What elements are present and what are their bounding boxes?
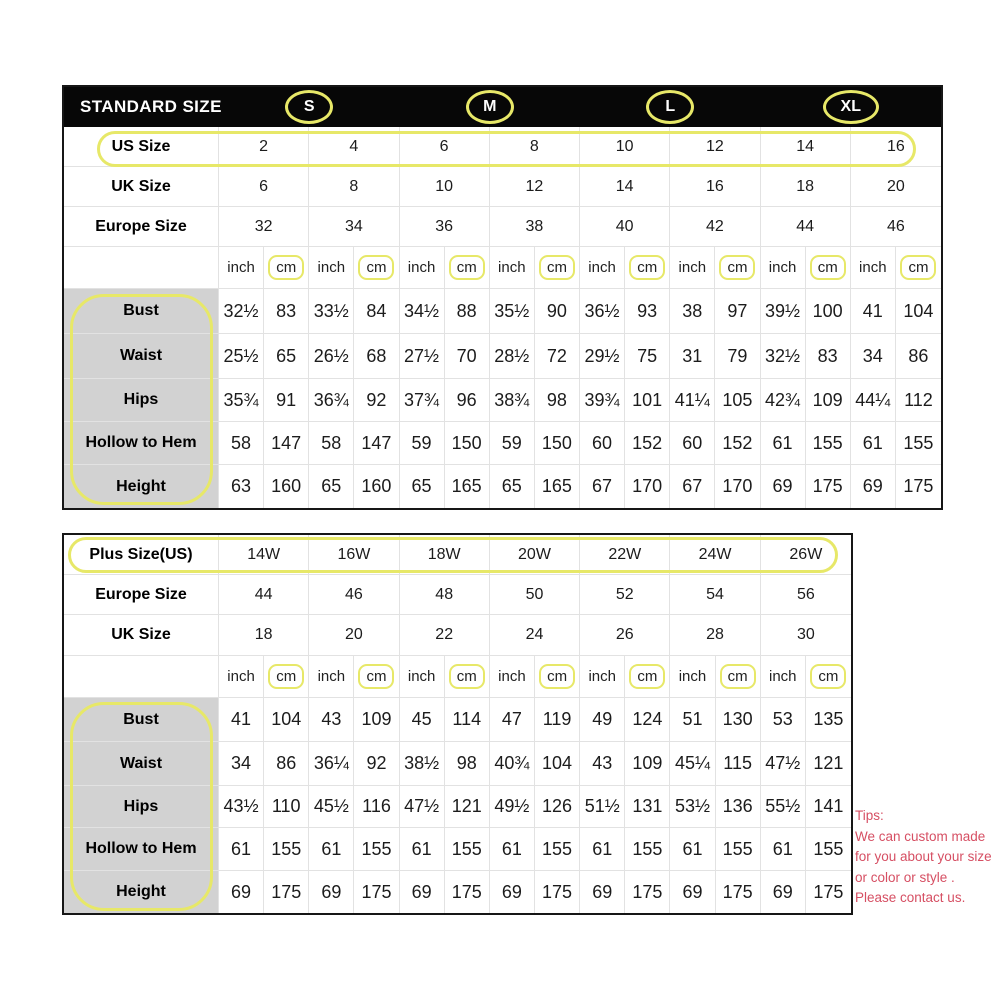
size-value-cell: 22 xyxy=(400,615,490,656)
cm-unit-highlighted: cm xyxy=(810,664,846,689)
measurement-value-cell: 43½ xyxy=(219,786,264,828)
measurement-value-cell: 26½ xyxy=(309,334,354,379)
measurement-value-cell: 59 xyxy=(400,422,445,465)
cm-unit-cell xyxy=(625,247,670,289)
cm-unit-highlighted: cm xyxy=(900,255,936,280)
size-value-cell: 38 xyxy=(490,207,580,247)
measurement-value-cell: 175 xyxy=(813,881,844,902)
measurement-value-cell: 40¾ xyxy=(490,742,535,786)
size-value-cell: 8 xyxy=(309,167,399,207)
measurement-value-cell: 88 xyxy=(445,289,490,334)
measurement-value-cell: 101 xyxy=(625,379,670,422)
measurement-value-cell: 67 xyxy=(580,465,625,508)
size-group-badge-s: S xyxy=(285,90,333,124)
row-label: UK Size xyxy=(64,167,219,207)
measurement-value-cell: 59 xyxy=(490,422,535,465)
measurement-value-cell: 34 xyxy=(219,742,264,786)
measurement-value-cell: 29½ xyxy=(580,334,625,379)
measurement-value-cell: 69 xyxy=(490,871,535,913)
measurement-value-cell: 72 xyxy=(535,334,580,379)
size-value-cell: 6 xyxy=(400,127,490,167)
measurement-value-cell: 51½ xyxy=(580,786,625,828)
size-value-cell: 44 xyxy=(761,207,851,247)
measurement-row-label: Hollow to Hem xyxy=(64,828,219,871)
measurement-value-cell: 36½ xyxy=(580,289,625,334)
measurement-row-label: Waist xyxy=(64,334,219,379)
measurement-value-cell: 115 xyxy=(716,742,761,786)
measurement-value-cell: 141 xyxy=(806,786,851,828)
measurement-value-cell: 93 xyxy=(625,289,670,334)
measurement-row-label: Bust xyxy=(64,698,219,742)
measurement-value-cell: 124 xyxy=(625,698,670,742)
measurement-value-cell: 131 xyxy=(625,786,670,828)
measurement-value-cell: 61 xyxy=(851,422,896,465)
measurement-value-cell: 100 xyxy=(806,289,851,334)
measurement-value-cell: 92 xyxy=(354,742,399,786)
inch-unit-label: inch xyxy=(407,668,436,685)
measurement-value-cell: 27½ xyxy=(400,334,445,379)
size-value-cell: 14W xyxy=(219,535,309,575)
row-label: Europe Size xyxy=(64,575,219,615)
size-value-cell: 18 xyxy=(761,167,851,207)
measurement-value-cell: 35½ xyxy=(490,289,535,334)
measurement-value-cell: 70 xyxy=(445,334,490,379)
measurement-value-cell: 104 xyxy=(264,698,309,742)
cm-unit-highlighted: cm xyxy=(720,664,756,689)
measurement-value-cell: 86 xyxy=(896,334,941,379)
inch-unit-label: inch xyxy=(317,668,346,685)
tips-line: or color or style . xyxy=(855,869,955,885)
measurement-value-cell: 160 xyxy=(264,465,309,508)
measurement-value-cell: 65 xyxy=(490,465,535,508)
measurement-value-cell: 36¼ xyxy=(309,742,354,786)
measurement-value-cell: 37¾ xyxy=(400,379,445,422)
measurement-value-cell: 61 xyxy=(761,828,806,871)
cm-unit-highlighted: cm xyxy=(268,255,304,280)
size-value-cell: 24 xyxy=(490,615,580,656)
measurement-value-cell: 105 xyxy=(715,379,760,422)
measurement-value-cell: 58 xyxy=(219,422,264,465)
cm-unit-cell xyxy=(806,656,851,698)
measurement-value-cell: 160 xyxy=(354,465,399,508)
size-value-cell: 26W xyxy=(761,535,851,575)
measurement-value-cell: 121 xyxy=(806,742,851,786)
measurement-value-cell: 147 xyxy=(354,422,399,465)
measurement-value-cell: 126 xyxy=(535,786,580,828)
measurement-value-cell: 109 xyxy=(806,379,851,422)
measurement-value-cell: 47½ xyxy=(400,786,445,828)
cm-unit-highlighted: cm xyxy=(358,664,394,689)
size-value-cell: 8 xyxy=(490,127,580,167)
measurement-value-cell: 69 xyxy=(851,465,896,508)
cm-unit-cell xyxy=(715,247,760,289)
measurement-value-cell: 152 xyxy=(625,422,670,465)
inch-unit-label: inch xyxy=(227,668,255,685)
inch-unit-cell xyxy=(670,656,715,698)
tips-line: for you about your size xyxy=(855,849,992,864)
measurement-value-cell: 34 xyxy=(851,334,896,379)
inch-unit-cell xyxy=(670,247,715,289)
measurement-value-cell: 155 xyxy=(445,828,490,871)
measurement-value-cell: 155 xyxy=(264,828,309,871)
measurement-value-cell: 31 xyxy=(670,334,715,379)
inch-unit-cell xyxy=(580,247,625,289)
size-value-cell: 2 xyxy=(219,127,309,167)
tips-heading: Tips: xyxy=(855,808,884,823)
row-label: Europe Size xyxy=(64,207,219,247)
measurement-value-cell: 165 xyxy=(535,465,580,508)
measurement-value-cell: 68 xyxy=(354,334,399,379)
measurement-value-cell: 135 xyxy=(806,698,851,742)
size-value-cell: 32 xyxy=(219,207,309,247)
tips-line: We can custom made xyxy=(855,828,986,844)
measurement-value-cell: 65 xyxy=(309,465,354,508)
measurement-value-cell: 155 xyxy=(806,828,851,871)
inch-unit-cell xyxy=(219,247,264,289)
measurement-value-cell: 38¾ xyxy=(490,379,535,422)
cm-unit-cell xyxy=(896,247,941,289)
inch-unit-cell xyxy=(400,656,445,698)
size-value-cell: 48 xyxy=(400,575,490,615)
cm-unit-cell xyxy=(264,656,309,698)
measurement-value-cell: 67 xyxy=(670,465,715,508)
standard-size-header xyxy=(64,87,941,127)
measurement-value-cell: 61 xyxy=(490,828,535,871)
cm-unit-highlighted: cm xyxy=(449,255,485,280)
size-value-cell: 50 xyxy=(490,575,580,615)
measurement-value-cell: 175 xyxy=(535,871,580,913)
measurement-value-cell: 155 xyxy=(535,828,580,871)
inch-unit-cell xyxy=(309,247,354,289)
inch-unit-cell xyxy=(490,247,535,289)
measurement-value-cell: 69 xyxy=(400,871,445,913)
inch-unit-label: inch xyxy=(678,259,707,276)
measurement-row-label: Waist xyxy=(64,742,219,786)
measurement-value-cell: 155 xyxy=(806,422,851,465)
measurement-value-cell: 35¾ xyxy=(219,379,264,422)
measurement-value-cell: 28½ xyxy=(490,334,535,379)
cm-unit-cell xyxy=(445,247,490,289)
measurement-value-cell: 110 xyxy=(264,786,309,828)
measurement-value-cell: 45 xyxy=(400,698,445,742)
measurement-value-cell: 175 xyxy=(903,476,934,496)
inch-unit-cell xyxy=(761,247,806,289)
size-value-cell: 12 xyxy=(490,167,580,207)
measurement-value-cell: 43 xyxy=(309,698,354,742)
measurement-value-cell: 63 xyxy=(219,465,264,508)
size-value-cell: 30 xyxy=(761,615,851,656)
measurement-value-cell: 41¼ xyxy=(670,379,715,422)
measurement-value-cell: 86 xyxy=(264,742,309,786)
size-value-cell: 14 xyxy=(761,127,851,167)
inch-unit-label: inch xyxy=(678,668,707,685)
measurement-value-cell: 61 xyxy=(219,828,264,871)
measurement-value-cell: 61 xyxy=(761,422,806,465)
size-value-cell: 10 xyxy=(580,127,670,167)
cm-unit-highlighted: cm xyxy=(268,664,304,689)
measurement-value-cell: 119 xyxy=(535,698,580,742)
measurement-value-cell: 92 xyxy=(354,379,399,422)
measurement-value-cell: 155 xyxy=(354,828,399,871)
row-label: US Size xyxy=(64,127,219,167)
size-value-cell: 12 xyxy=(670,127,760,167)
size-value-cell: 42 xyxy=(670,207,760,247)
measurement-value-cell: 150 xyxy=(535,422,580,465)
measurement-value-cell: 61 xyxy=(670,828,715,871)
measurement-value-cell: 45¼ xyxy=(670,742,715,786)
measurement-value-cell: 32½ xyxy=(761,334,806,379)
measurement-value-cell: 65 xyxy=(400,465,445,508)
unit-row-label xyxy=(64,656,219,698)
measurement-value-cell: 79 xyxy=(715,334,760,379)
measurement-value-cell: 104 xyxy=(896,289,941,334)
size-value-cell: 16 xyxy=(670,167,760,207)
unit-row-label xyxy=(64,247,219,289)
measurement-value-cell: 147 xyxy=(264,422,309,465)
size-value-cell: 34 xyxy=(309,207,399,247)
measurement-value-cell: 60 xyxy=(580,422,625,465)
measurement-value-cell: 98 xyxy=(535,379,580,422)
cm-unit-highlighted: cm xyxy=(449,664,485,689)
cm-unit-cell xyxy=(264,247,309,289)
measurement-value-cell: 41 xyxy=(851,289,896,334)
measurement-value-cell: 170 xyxy=(625,465,670,508)
inch-unit-label: inch xyxy=(498,668,526,685)
measurement-value-cell: 39¾ xyxy=(580,379,625,422)
measurement-value-cell: 75 xyxy=(625,334,670,379)
cm-unit-highlighted: cm xyxy=(629,664,665,689)
measurement-value-cell: 47 xyxy=(490,698,535,742)
inch-unit-label: inch xyxy=(407,259,436,276)
measurement-row-label: Hips xyxy=(64,786,219,828)
size-value-cell: 54 xyxy=(670,575,760,615)
measurement-value-cell: 55½ xyxy=(761,786,806,828)
measurement-value-cell: 150 xyxy=(445,422,490,465)
measurement-value-cell: 83 xyxy=(264,289,309,334)
inch-unit-cell xyxy=(761,656,806,698)
inch-unit-cell xyxy=(219,656,264,698)
inch-unit-label: inch xyxy=(768,259,797,276)
measurement-value-cell: 69 xyxy=(219,871,264,913)
inch-unit-cell xyxy=(851,247,896,289)
measurement-value-cell: 175 xyxy=(806,465,851,508)
cm-unit-cell xyxy=(625,656,670,698)
measurement-value-cell: 83 xyxy=(806,334,851,379)
measurement-value-cell: 53 xyxy=(761,698,806,742)
cm-unit-cell xyxy=(445,656,490,698)
size-value-cell: 14 xyxy=(580,167,670,207)
cm-unit-cell xyxy=(535,247,580,289)
measurement-value-cell: 175 xyxy=(625,871,670,913)
cm-unit-highlighted: cm xyxy=(539,664,575,689)
row-label: Plus Size(US) xyxy=(64,535,219,575)
measurement-value-cell: 69 xyxy=(309,871,354,913)
custom-made-tips xyxy=(855,806,1000,909)
size-value-cell: 56 xyxy=(761,575,851,615)
size-value-cell: 22W xyxy=(580,535,670,575)
inch-unit-cell xyxy=(400,247,445,289)
measurement-value-cell: 175 xyxy=(354,871,399,913)
size-value-cell: 6 xyxy=(219,167,309,207)
measurement-value-cell: 53½ xyxy=(670,786,715,828)
measurement-value-cell: 36¾ xyxy=(309,379,354,422)
inch-unit-label: inch xyxy=(588,668,616,685)
cm-unit-highlighted: cm xyxy=(539,255,575,280)
measurement-value-cell: 97 xyxy=(715,289,760,334)
measurement-value-cell: 121 xyxy=(445,786,490,828)
measurement-value-cell: 60 xyxy=(670,422,715,465)
measurement-value-cell: 51 xyxy=(670,698,715,742)
measurement-value-cell: 152 xyxy=(715,422,760,465)
measurement-value-cell: 38½ xyxy=(400,742,445,786)
measurement-value-cell: 69 xyxy=(761,465,806,508)
size-group-badge-l: L xyxy=(646,90,694,124)
measurement-value-cell: 98 xyxy=(445,742,490,786)
measurement-value-cell: 84 xyxy=(354,289,399,334)
size-value-cell: 20 xyxy=(309,615,399,656)
size-value-cell: 16 xyxy=(851,127,941,167)
measurement-value-cell: 65 xyxy=(264,334,309,379)
tips-line: Please contact us. xyxy=(855,890,966,905)
measurement-value-cell: 49½ xyxy=(490,786,535,828)
plus-size-grid xyxy=(64,535,851,913)
measurement-value-cell: 104 xyxy=(535,742,580,786)
measurement-row-label: Height xyxy=(64,465,219,508)
measurement-value-cell: 175 xyxy=(445,871,490,913)
measurement-row-label: Bust xyxy=(64,289,219,334)
cm-unit-highlighted: cm xyxy=(629,255,665,280)
size-value-cell: 18W xyxy=(400,535,490,575)
size-value-cell: 44 xyxy=(219,575,309,615)
measurement-value-cell: 42¾ xyxy=(761,379,806,422)
measurement-value-cell: 41 xyxy=(219,698,264,742)
standard-size-grid xyxy=(64,127,941,508)
standard-size-table xyxy=(62,85,943,510)
measurement-value-cell: 136 xyxy=(716,786,761,828)
measurement-value-cell: 39½ xyxy=(761,289,806,334)
measurement-value-cell: 165 xyxy=(445,465,490,508)
size-value-cell: 40 xyxy=(580,207,670,247)
inch-unit-cell xyxy=(490,656,535,698)
measurement-value-cell: 91 xyxy=(264,379,309,422)
measurement-row-label: Height xyxy=(64,871,219,913)
cm-unit-cell xyxy=(806,247,851,289)
measurement-value-cell: 90 xyxy=(535,289,580,334)
inch-unit-label: inch xyxy=(317,259,346,276)
inch-unit-label: inch xyxy=(498,259,526,276)
cm-unit-cell xyxy=(535,656,580,698)
measurement-value-cell: 61 xyxy=(309,828,354,871)
measurement-value-cell: 130 xyxy=(716,698,761,742)
size-value-cell: 10 xyxy=(400,167,490,207)
inch-unit-label: inch xyxy=(588,259,616,276)
measurement-value-cell: 109 xyxy=(625,742,670,786)
inch-unit-label: inch xyxy=(227,259,255,276)
inch-unit-cell xyxy=(580,656,625,698)
size-value-cell: 20W xyxy=(490,535,580,575)
cm-unit-cell xyxy=(354,247,399,289)
size-value-cell: 4 xyxy=(309,127,399,167)
measurement-value-cell: 155 xyxy=(716,828,761,871)
size-group-badge-m: M xyxy=(466,90,514,124)
inch-unit-label: inch xyxy=(859,259,887,276)
measurement-value-cell: 155 xyxy=(896,422,941,465)
measurement-value-cell: 69 xyxy=(670,871,715,913)
size-value-cell: 20 xyxy=(851,167,941,207)
size-value-cell: 24W xyxy=(670,535,760,575)
measurement-value-cell: 44¼ xyxy=(851,379,896,422)
measurement-value-cell: 69 xyxy=(580,871,625,913)
cm-unit-highlighted: cm xyxy=(719,255,755,280)
measurement-value-cell: 61 xyxy=(400,828,445,871)
measurement-value-cell: 47½ xyxy=(761,742,806,786)
size-value-cell: 18 xyxy=(219,615,309,656)
measurement-value-cell: 96 xyxy=(445,379,490,422)
cm-unit-highlighted: cm xyxy=(810,255,846,280)
measurement-value-cell: 170 xyxy=(715,465,760,508)
size-value-cell: 36 xyxy=(400,207,490,247)
size-value-cell: 46 xyxy=(309,575,399,615)
measurement-value-cell: 175 xyxy=(716,871,761,913)
standard-size-title: STANDARD SIZE xyxy=(80,97,222,116)
size-value-cell: 52 xyxy=(580,575,670,615)
inch-unit-cell xyxy=(309,656,354,698)
measurement-value-cell: 61 xyxy=(580,828,625,871)
size-value-cell: 28 xyxy=(670,615,760,656)
inch-unit-label: inch xyxy=(769,668,797,685)
measurement-value-cell: 32½ xyxy=(219,289,264,334)
cm-unit-highlighted: cm xyxy=(358,255,394,280)
measurement-value-cell: 45½ xyxy=(309,786,354,828)
size-group-badge-xl: XL xyxy=(823,90,879,124)
measurement-value-cell: 43 xyxy=(580,742,625,786)
measurement-value-cell: 155 xyxy=(625,828,670,871)
measurement-value-cell: 112 xyxy=(896,379,941,422)
cm-unit-cell xyxy=(354,656,399,698)
size-value-cell: 26 xyxy=(580,615,670,656)
row-label: UK Size xyxy=(64,615,219,656)
measurement-value-cell: 34½ xyxy=(400,289,445,334)
measurement-value-cell: 109 xyxy=(354,698,399,742)
measurement-value-cell: 25½ xyxy=(219,334,264,379)
measurement-value-cell: 58 xyxy=(309,422,354,465)
measurement-value-cell: 49 xyxy=(580,698,625,742)
measurement-row-label: Hips xyxy=(64,379,219,422)
plus-size-table xyxy=(62,533,853,915)
measurement-value-cell: 175 xyxy=(264,871,309,913)
measurement-value-cell: 114 xyxy=(445,698,490,742)
cm-unit-cell xyxy=(716,656,761,698)
size-value-cell: 16W xyxy=(309,535,399,575)
measurement-value-cell: 33½ xyxy=(309,289,354,334)
measurement-row-label: Hollow to Hem xyxy=(64,422,219,465)
size-value-cell: 46 xyxy=(851,207,941,247)
measurement-value-cell: 38 xyxy=(670,289,715,334)
measurement-value-cell: 116 xyxy=(354,786,399,828)
measurement-value-cell: 69 xyxy=(761,871,806,913)
